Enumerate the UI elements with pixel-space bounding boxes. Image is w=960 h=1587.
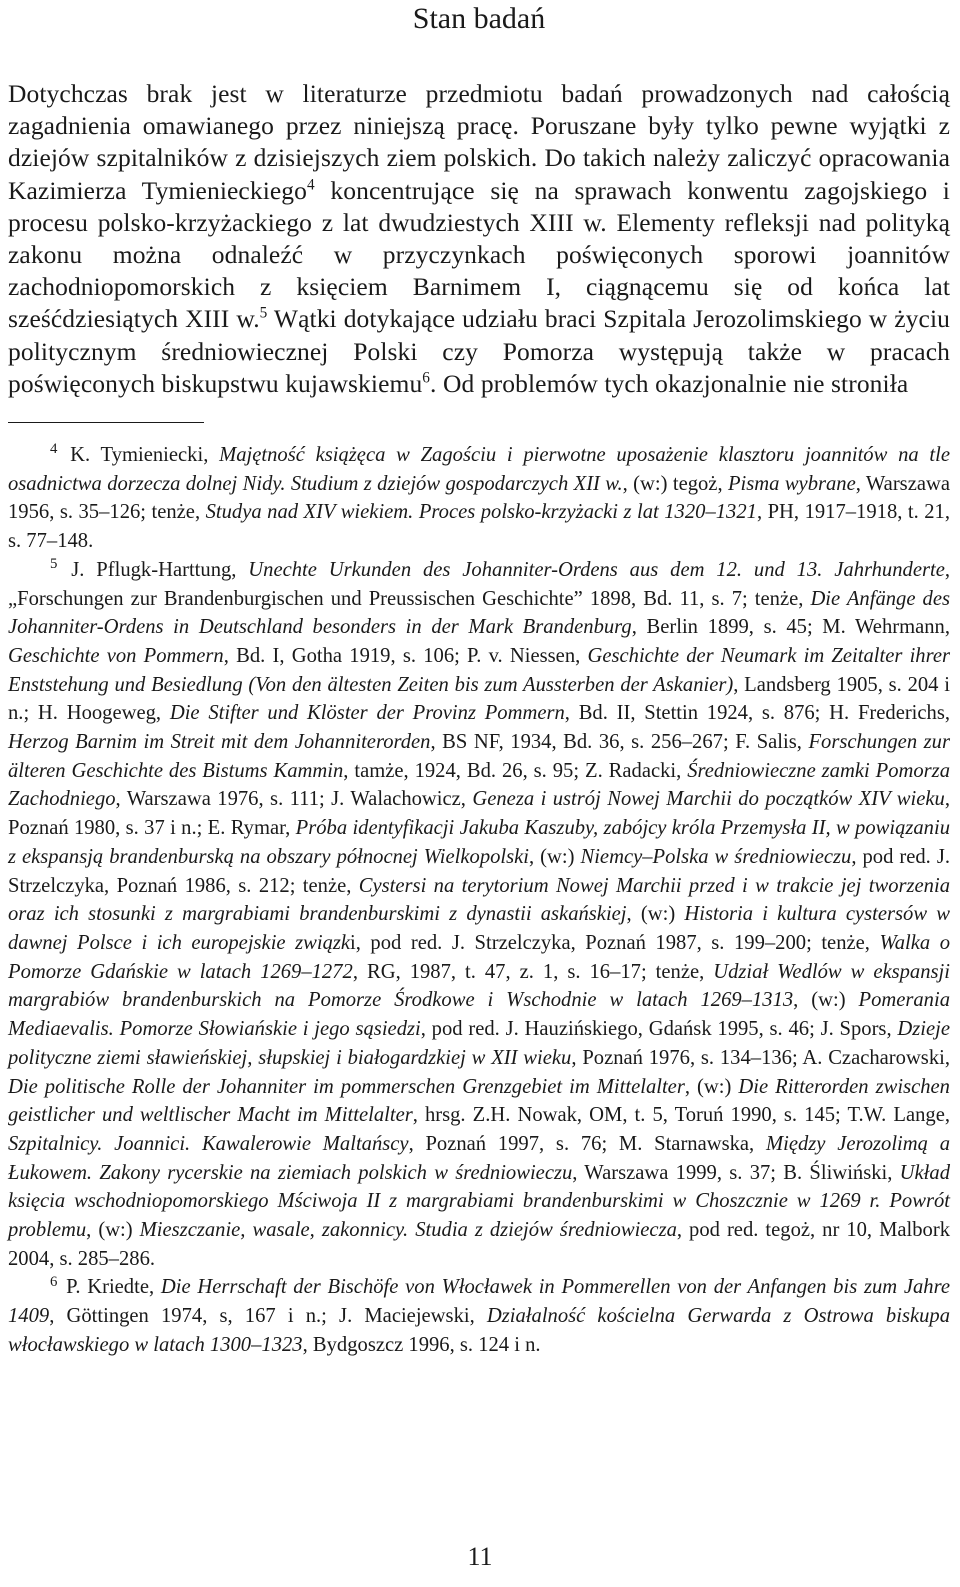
body-text-part-4: . Od problemów tych okazjonalnie nie stroniła bbox=[430, 368, 909, 398]
footnote-text: , (w:) bbox=[86, 1219, 140, 1242]
footnote-text: , Landsberg 1905, s. 204 i n.; H. Hoogeweg, bbox=[8, 673, 950, 725]
body-text-part-1: Dotychczas brak jest w literaturze przedmiotu badań prowadzonych nad całością zagadnienia omawianego przez niniejszą pracę. Poruszane były tylko pewne wyjątki z dziejów szpitalników z dzisiejszych ziem polskich. Do takich należy zaliczyć opracowania Kazimierza Tymienieckiego bbox=[8, 79, 950, 205]
footnote-ref-4[interactable]: 4 bbox=[307, 176, 315, 194]
footnote-text: , hrsg. Z.H. Nowak, OM, t. 5, Toruń 1990, s. 145; T.W. Lange, bbox=[412, 1104, 950, 1127]
footnote-title-italic: Geneza i ustrój Nowej Marchii do początków XIV wieku bbox=[472, 788, 945, 811]
footnote-title-italic: Geschichte der Neumark im Zeitalter ihrer Enststehung und Besiedlung (Von den ältesten Zeiten bis zum Aussterben der Askanier) bbox=[8, 644, 950, 696]
footnote-text: , Bydgoszcz 1996, s. 124 i n. bbox=[302, 1333, 541, 1356]
footnote-title-italic: Pomerania Mediaevalis. Pomorze Słowiańskie i jego sąsiedzi bbox=[8, 989, 950, 1041]
footnote-text: i, pod red. J. Strzelczyka, Poznań 1987, s. 199–200; tenże, bbox=[350, 931, 880, 954]
footnotes-section bbox=[8, 441, 950, 1360]
footnote-5 bbox=[8, 556, 950, 1274]
footnote-number: 6 bbox=[50, 1273, 58, 1290]
footnote-title-italic: Dzieje polityczne ziemi sławieńskiej, słupskiej i białogardzkiej w XII wieku bbox=[8, 1018, 950, 1069]
footnote-title-italic: Unechte Urkunden des Johanniter-Ordens aus dem 12. und 13. Jahrhunderte bbox=[248, 558, 945, 581]
body-paragraph bbox=[8, 78, 950, 400]
footnote-title-italic: Die politische Rolle der Johanniter im pommerschen Grenzgebiet im Mittelalter bbox=[8, 1075, 685, 1098]
footnote-text: , (w:) bbox=[529, 845, 581, 868]
footnote-title-italic: Die Stifter und Klöster der Provinz Pommern bbox=[169, 702, 565, 725]
footnote-6 bbox=[8, 1273, 950, 1359]
footnote-text: , Warszawa 1999, s. 37; B. Śliwiński, bbox=[572, 1161, 900, 1184]
footnote-title-italic: Majętność książęca w Zagościu i pierwotne uposażenie klasztoru joannitów na tle osadnictwa dorzecza dolnej Nidy. Studium z dziejów gospodarczych XII w. bbox=[8, 444, 950, 495]
footnote-title-italic: Szpitalnicy. Joannici. Kawalerowie Maltańscy bbox=[8, 1132, 409, 1155]
footnote-text: , Poznań 1976, s. 134–136; A. Czacharowski, bbox=[571, 1046, 950, 1069]
footnote-separator bbox=[8, 422, 204, 423]
footnote-text: , pod red. J. Hauzińskiego, Gdańsk 1995, s. 46; J. Spors, bbox=[420, 1018, 898, 1041]
footnote-ref-5[interactable]: 5 bbox=[259, 304, 268, 322]
footnote-title-italic: Die Anfänge des Johanniter-Ordens in Deutschland besonders in der Mark Brandenburg bbox=[8, 587, 950, 639]
footnote-text: , Warszawa 1976, s. 111; J. Walachowicz, bbox=[115, 788, 473, 811]
footnote-title-italic: Walka o Pomorze Gdańskie w latach 1269–1272 bbox=[8, 931, 951, 983]
footnote-ref-6[interactable]: 6 bbox=[422, 369, 431, 387]
footnote-title-italic: Geschichte von Pommern bbox=[8, 644, 224, 667]
footnote-text: , Poznań 1997, s. 76; M. Starnawska, bbox=[408, 1132, 766, 1155]
footnote-text: , „Forschungen zur Brandenburgischen und Preussischen Geschichte” 1898, Bd. 11, s. 7; tenże, bbox=[8, 558, 950, 610]
footnote-text: , Berlin 1899, s. 45; M. Wehrmann, bbox=[631, 616, 951, 639]
footnote-text: , BS NF, 1934, Bd. 36, s. 256–267; F. Salis, bbox=[430, 731, 809, 754]
footnote-number: 4 bbox=[50, 441, 58, 458]
section-title: Stan badań bbox=[412, 2, 546, 35]
footnote-title-italic: Die Herrschaft der Bischöfe von Włocławek in Pommerellen von der Anfangen bis zum Jahre 1409 bbox=[8, 1276, 950, 1328]
footnote-text: , Poznań 1980, s. 37 i n.; E. Rymar, bbox=[8, 788, 950, 840]
footnote-text: , (w:) tegoż, bbox=[622, 472, 728, 495]
footnote-text: K. Tymieniecki, bbox=[59, 444, 220, 467]
footnote-title-italic: Próba identyfikacji Jakuba Kaszuby, zabójcy króla Przemysła II, w powiązaniu z ekspansją brandenburską na obszary północnej Wielkopolski bbox=[8, 817, 950, 868]
footnote-title-italic: Średniowieczne zamki Pomorza Zachodniego bbox=[8, 759, 950, 811]
footnote-title-italic: Pisma wybrane bbox=[727, 472, 856, 495]
footnote-text: , Bd. II, Stettin 1924, s. 876; H. Frederichs, bbox=[564, 702, 951, 725]
footnote-title-italic: Die Ritterorden zwischen geistlicher und weltlischer Macht im Mittelalter bbox=[8, 1075, 950, 1127]
footnote-text: P. Kriedte, bbox=[59, 1276, 161, 1299]
footnote-title-italic: Mieszczanie, wasale, zakonnicy. Studia z dziejów średniowiecza bbox=[139, 1219, 677, 1242]
footnote-title-italic: Między Jerozolimą a Łukowem. Zakony rycerskie na ziemiach polskich w średniowieczu bbox=[8, 1132, 950, 1184]
footnote-text: , (w:) bbox=[684, 1075, 739, 1098]
footnote-title-italic: Studya nad XIV wiekiem. Proces polsko-krzyżacki z lat 1320–1321 bbox=[205, 501, 757, 524]
body-text-part-2: koncentrujące się na sprawach konwentu zagojskiego i procesu polsko-krzyżackiego z lat dwudziestych XIII w. Elementy refleksji nad polityką zakonu można odnaleźć w przyczynkach poświęconych sporowi joannitów zachodniopomorskich z księciem Barnimem I, ciągnącemu się od końca lat sześćdziesiątych XIII w. bbox=[8, 175, 950, 334]
footnote-title-italic: Forschungen zur älteren Geschichte des Bistums Kammin bbox=[8, 731, 950, 782]
footnote-text: , (w:) bbox=[626, 903, 685, 926]
footnote-text: , RG, 1987, t. 47, z. 1, s. 16–17; tenże, bbox=[352, 960, 714, 983]
footnote-title-italic: Układ księcia wschodniopomorskiego Mściwoja II z margrabiami brandenburskimi w Choszcznie w 1269 r. Powrót problemu bbox=[8, 1161, 950, 1242]
footnote-text: , PH, 1917–1918, t. 21, s. 77–148. bbox=[8, 501, 951, 553]
footnote-text: , (w:) bbox=[793, 989, 859, 1012]
footnote-text: J. Pflugk-Harttung, bbox=[59, 558, 249, 581]
body-text-part-3: Wątki dotykające udziału braci Szpitala Jerozolimskiego w życiu politycznym średniowiecznej Polski czy Pomorza występują także w pracach poświęconych biskupstwu kujawskiemu bbox=[8, 304, 950, 398]
page-number: 11 bbox=[467, 1542, 493, 1571]
footnote-4 bbox=[8, 441, 950, 556]
footnote-title-italic: Niemcy–Polska w średniowieczu bbox=[580, 845, 852, 868]
footnote-title-italic: Historia i kultura cystersów w dawnej Polsce i ich europejskie związk bbox=[8, 903, 950, 954]
footnote-text: , Bd. I, Gotha 1919, s. 106; P. v. Niessen, bbox=[223, 644, 588, 667]
footnote-title-italic: Działalność kościelna Gerwarda z Ostrowa biskupa włocławskiego w latach 1300–1323 bbox=[8, 1305, 950, 1356]
footnote-text: , Göttingen 1974, s, 167 i n.; J. Maciejewski, bbox=[49, 1305, 487, 1328]
footnote-text: , tamże, 1924, Bd. 26, s. 95; Z. Radacki, bbox=[343, 759, 688, 782]
footnote-title-italic: Cystersi na terytorium Nowej Marchii przed i w trakcie jej tworzenia oraz ich stosunki z margrabiami brandenburskimi z dynastii askańskiej bbox=[8, 874, 950, 926]
footnote-number: 5 bbox=[50, 555, 58, 572]
footnote-title-italic: Herzog Barnim im Streit mit dem Johanniterorden bbox=[8, 731, 431, 754]
footnote-text: , pod red. tegoż, nr 10, Malbork 2004, s. 285–286. bbox=[8, 1219, 951, 1270]
footnote-title-italic: Udział Wedlów w ekspansji margrabiów brandenburskich na Pomorze Środkowe i Wschodnie w latach 1269–1313 bbox=[8, 960, 950, 1012]
footnote-text: , pod red. J. Strzelczyka, Poznań 1986, s. 212; tenże, bbox=[8, 845, 950, 897]
footnote-text: , Warszawa 1956, s. 35–126; tenże, bbox=[8, 472, 950, 524]
